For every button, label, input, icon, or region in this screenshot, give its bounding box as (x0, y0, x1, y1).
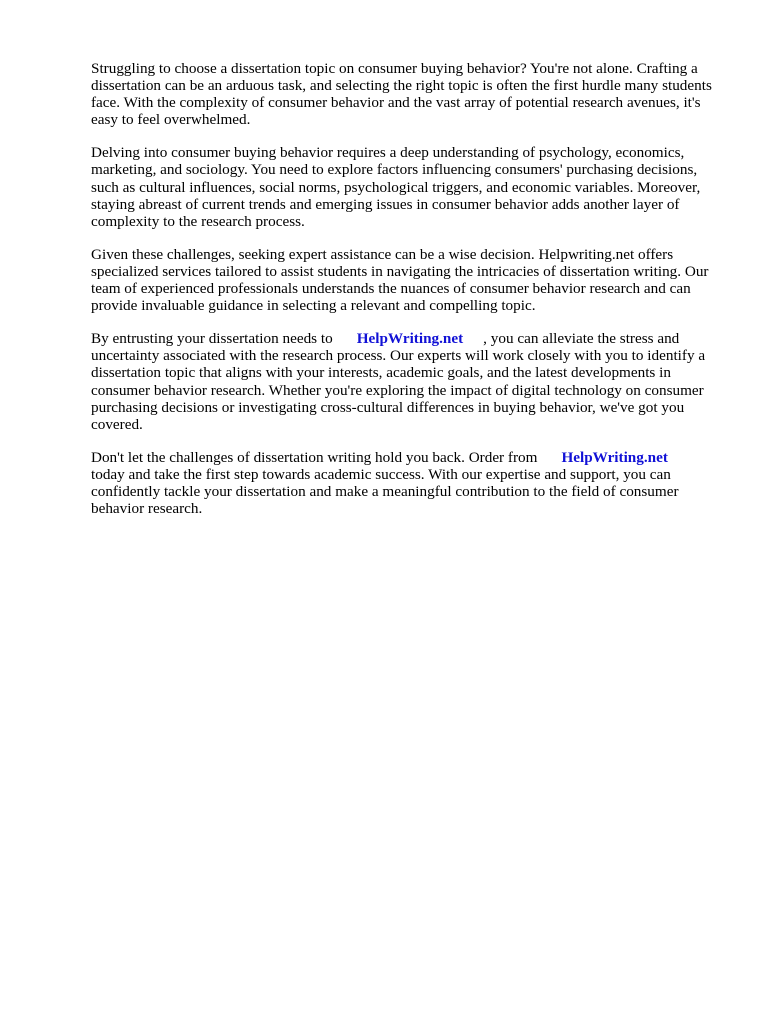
paragraph-entrusting-lead-text: By entrusting your dissertation needs to (91, 330, 333, 348)
helpwriting-link[interactable]: HelpWriting.net (356, 330, 464, 348)
paragraph-entrusting (91, 330, 727, 433)
helpwriting-order-link[interactable]: HelpWriting.net (561, 448, 668, 466)
paragraph-cta-lead-text: Don't let the challenges of dissertation writing hold you back. Order from (91, 448, 538, 466)
paragraph-entrusting-trail-text: , you can alleviate the stress and uncertainty associated with the research process. Our experts will work closely with you to identify a dissertation topic that aligns with your interests, academic goals, and the latest developments in consumer behavior research. Whether you're exploring the impact of digital technology on consumer purchasing decisions or investigating cross-cultural differences in buying behavior, we've got you covered. (91, 330, 706, 433)
paragraph-call-to-action (91, 449, 727, 517)
paragraph-intro: Struggling to choose a dissertation topic on consumer buying behavior? You're not alone. Crafting a dissertation can be an arduous task, and selecting the right topic is often the first hurdle many students face. With the complexity of consumer behavior and the vast array of potential research avenues, it's easy to feel overwhelmed. (91, 60, 712, 129)
paragraph-challenges: Delving into consumer buying behavior requires a deep understanding of psychology, economics, marketing, and sociology. You need to explore factors influencing consumers' purchasing decisions, such as cultural influences, social norms, psychological triggers, and economic variables. Moreover, staying abreast of current trends and emerging issues in consumer behavior adds another layer of complexity to the research process. (91, 144, 701, 230)
document-body (91, 60, 727, 533)
paragraph-assistance: Given these challenges, seeking expert assistance can be a wise decision. Helpwriting.net offers specialized services tailored to assist students in navigating the intricacies of dissertation writing. Our team of experienced professionals understands the nuances of consumer behavior research and can provide invaluable guidance in selecting a relevant and compelling topic. (91, 245, 709, 315)
paragraph-cta-trail-text: today and take the first step towards academic success. With our expertise and support, you can confidently tackle your dissertation and make a meaningful contribution to the field of consumer behavior research. (91, 465, 679, 518)
